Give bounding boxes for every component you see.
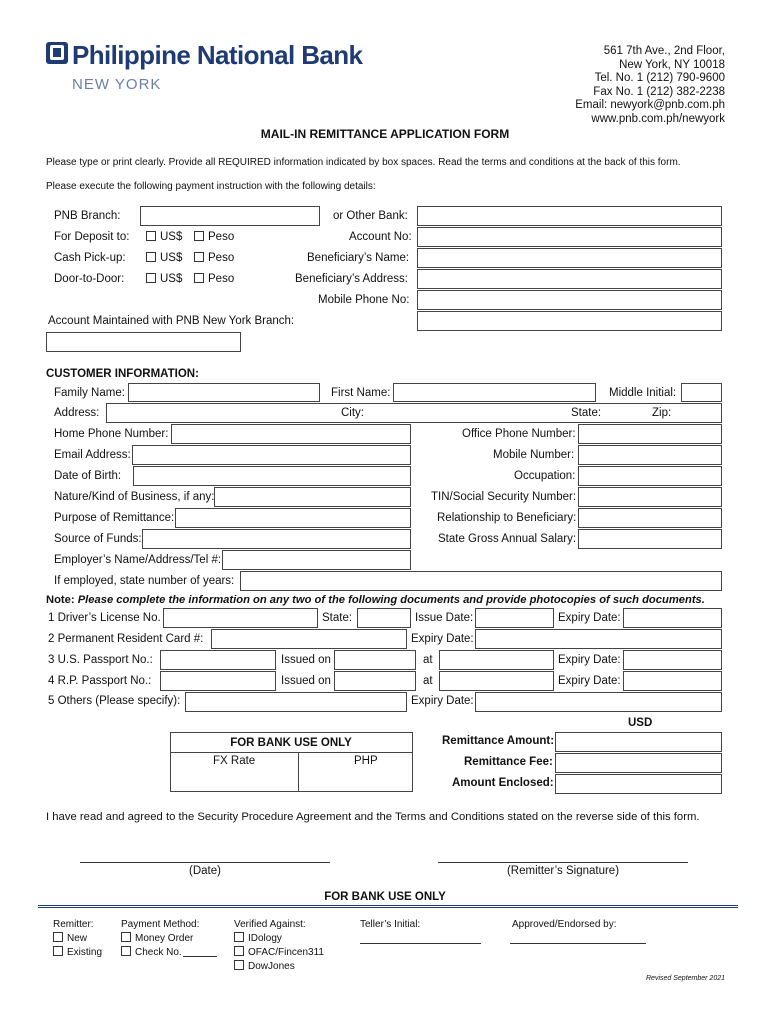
rp-passport-expiry-label: Expiry Date: — [558, 675, 621, 687]
date-line[interactable] — [80, 862, 330, 863]
relationship-field[interactable] — [578, 508, 722, 528]
salary-field[interactable] — [578, 529, 722, 549]
green-card-expiry-field[interactable] — [475, 629, 722, 649]
us-passport-field[interactable] — [160, 650, 276, 670]
bank-footer-title: FOR BANK USE ONLY — [324, 891, 446, 903]
mobile-phone-field-2[interactable] — [417, 311, 722, 331]
us-passport-issued-field[interactable] — [334, 650, 416, 670]
ofac-option[interactable]: OFAC/Fincen311 — [234, 946, 324, 960]
email-field[interactable] — [132, 445, 411, 465]
bank-use-table — [170, 732, 413, 792]
years-field[interactable] — [240, 571, 722, 591]
rp-passport-field[interactable] — [160, 671, 276, 691]
middle-initial-field[interactable] — [681, 383, 722, 402]
bank-address — [575, 45, 725, 126]
pickup-peso-option[interactable]: Peso — [194, 251, 234, 265]
tin-field[interactable] — [578, 487, 722, 507]
rp-passport-label: 4 R.P. Passport No.: — [48, 675, 152, 687]
address-line: Fax No. 1 (212) 382-2238 — [593, 85, 725, 98]
occupation-field[interactable] — [578, 466, 722, 486]
us-passport-label: 3 U.S. Passport No.: — [48, 654, 153, 666]
source-field[interactable] — [142, 529, 411, 549]
checkbox-icon — [194, 231, 204, 241]
remittance-amount-field[interactable] — [555, 732, 722, 752]
pnb-branch-field[interactable] — [140, 206, 320, 226]
others-label: 5 Others (Please specify): — [48, 695, 181, 707]
approved-label: Approved/Endorsed by: — [512, 919, 617, 930]
bank-use-title: FOR BANK USE ONLY — [230, 737, 352, 749]
account-maintained-label: Account Maintained with PNB New York Branch: — [48, 315, 295, 327]
checkbox-icon — [146, 273, 156, 283]
beneficiary-address-field[interactable] — [417, 269, 722, 289]
salary-label: State Gross Annual Salary: — [438, 533, 577, 545]
license-issue-label: Issue Date: — [415, 612, 474, 624]
business-label: Nature/Kind of Business, if any: — [54, 491, 215, 503]
tin-label: TIN/Social Security Number: — [431, 491, 577, 503]
revised-note: Revised September 2021 — [646, 975, 725, 982]
rp-passport-at-label: at — [423, 675, 433, 687]
deposit-usd-option[interactable]: US$ — [146, 230, 182, 244]
license-issue-field[interactable] — [475, 608, 554, 628]
beneficiary-name-field[interactable] — [417, 248, 722, 268]
license-state-label: State: — [322, 612, 353, 624]
rp-passport-issued-label: Issued on — [281, 675, 331, 687]
other-bank-field[interactable] — [417, 206, 722, 226]
bank-logo — [46, 42, 68, 64]
checkbox-icon — [234, 946, 244, 956]
mobile-phone-label: Mobile Phone No: — [318, 294, 410, 306]
checkbox-icon — [121, 946, 131, 956]
deposit-peso-option[interactable]: Peso — [194, 230, 234, 244]
other-bank-label: or Other Bank: — [333, 210, 408, 222]
signature-label: (Remitter’s Signature) — [506, 865, 620, 877]
email-label: Email Address: — [54, 449, 131, 461]
form-title: MAIL-IN REMITTANCE APPLICATION FORM — [260, 127, 510, 141]
green-card-field[interactable] — [211, 629, 407, 649]
license-expiry-field[interactable] — [623, 608, 722, 628]
remittance-amount-label: Remittance Amount: — [442, 735, 555, 747]
instruction-2: Please execute the following payment instruction with the following details: — [46, 181, 376, 192]
rp-passport-at-field[interactable] — [439, 671, 554, 691]
teller-initial-label: Teller’s Initial: — [360, 919, 421, 930]
checkbox-icon — [234, 960, 244, 970]
family-name-field[interactable] — [128, 383, 320, 402]
middle-initial-label: Middle Initial: — [609, 387, 677, 399]
first-name-field[interactable] — [393, 383, 596, 402]
city-label: City: — [341, 407, 364, 419]
us-passport-at-field[interactable] — [439, 650, 554, 670]
agreement-text: I have read and agreed to the Security Procedure Agreement and the Terms and Conditions stated on the reverse side of this form. — [46, 811, 700, 823]
license-expiry-label: Expiry Date: — [558, 612, 621, 624]
green-card-expiry-label: Expiry Date: — [411, 633, 474, 645]
remittance-fee-field[interactable] — [555, 753, 722, 773]
office-phone-label: Office Phone Number: — [462, 428, 576, 440]
us-passport-expiry-label: Expiry Date: — [558, 654, 621, 666]
date-label: (Date) — [189, 865, 221, 877]
account-no-label: Account No: — [349, 231, 412, 243]
checkbox-icon — [146, 231, 156, 241]
checkbox-icon — [53, 946, 63, 956]
address-line: Email: newyork@pnb.com.ph — [575, 99, 725, 111]
door-usd-option[interactable]: US$ — [146, 272, 182, 286]
door-to-door-label: Door-to-Door: — [54, 273, 125, 285]
purpose-label: Purpose of Remittance: — [54, 512, 175, 524]
address-line: Tel. No. 1 (212) 790-9600 — [594, 72, 725, 84]
employer-field[interactable] — [222, 550, 411, 570]
check-no-option[interactable]: Check No. — [121, 946, 182, 960]
us-passport-expiry-field[interactable] — [623, 650, 722, 670]
first-name-label: First Name: — [331, 387, 391, 399]
checkbox-icon — [53, 932, 63, 942]
door-peso-option[interactable]: Peso — [194, 272, 234, 286]
fx-rate-label: FX Rate — [213, 755, 256, 767]
us-passport-at-label: at — [423, 654, 433, 666]
instruction-1: Please type or print clearly. Provide all REQUIRED information indicated by box spaces. Read the terms and conditions at the back of this form. — [46, 157, 681, 168]
remitter-new-option[interactable]: New — [53, 932, 87, 946]
verified-against-label: Verified Against: — [234, 919, 306, 930]
checkbox-icon — [234, 932, 244, 942]
teller-initial-line[interactable] — [360, 943, 481, 944]
home-phone-field[interactable] — [171, 424, 411, 444]
home-phone-label: Home Phone Number: — [54, 428, 169, 440]
mobile-field[interactable] — [578, 445, 722, 465]
customer-info-heading: CUSTOMER INFORMATION: — [46, 368, 199, 380]
license-label: 1 Driver’s License No. — [48, 612, 161, 624]
money-order-option[interactable]: Money Order — [121, 932, 193, 946]
signature-line[interactable] — [438, 862, 688, 863]
account-maintained-field[interactable] — [46, 332, 241, 352]
payment-method-label: Payment Method: — [121, 919, 200, 930]
bank-name: Philippine National Bank — [72, 40, 363, 70]
others-expiry-label: Expiry Date: — [411, 695, 474, 707]
amount-enclosed-label: Amount Enclosed: — [452, 777, 554, 789]
relationship-label: Relationship to Beneficiary: — [437, 512, 577, 524]
check-no-line[interactable] — [183, 956, 217, 957]
rp-passport-expiry-field[interactable] — [623, 671, 722, 691]
remitter-existing-option[interactable]: Existing — [53, 946, 102, 960]
green-card-label: 2 Permanent Resident Card #: — [48, 633, 204, 645]
address-line: 561 7th Ave., 2nd Floor, — [603, 45, 725, 57]
usd-label: USD — [628, 717, 653, 729]
address-line: New York, NY 10018 — [619, 58, 725, 71]
pnb-branch-label: PNB Branch: — [54, 210, 121, 222]
others-field[interactable] — [185, 692, 407, 712]
mobile-phone-field[interactable] — [417, 290, 722, 310]
zip-label: Zip: — [652, 407, 672, 419]
for-deposit-label: For Deposit to: — [54, 231, 130, 243]
dob-label: Date of Birth: — [54, 470, 122, 482]
account-no-field[interactable] — [417, 227, 722, 247]
idology-option[interactable]: IDology — [234, 932, 282, 946]
rp-passport-issued-field[interactable] — [334, 671, 416, 691]
checkbox-icon — [194, 273, 204, 283]
pickup-usd-option[interactable]: US$ — [146, 251, 182, 265]
address-line: www.pnb.com.ph/newyork — [591, 112, 725, 125]
beneficiary-address-label: Beneficiary’s Address: — [295, 273, 408, 285]
license-field[interactable] — [163, 608, 318, 628]
remitter-label: Remitter: — [53, 919, 94, 930]
business-field[interactable] — [214, 487, 411, 507]
mobile-label: Mobile Number: — [493, 449, 575, 461]
branch-name: NEW YORK — [72, 76, 162, 93]
family-name-label: Family Name: — [54, 387, 125, 399]
years-label: If employed, state number of years: — [54, 575, 235, 587]
amount-enclosed-field[interactable] — [555, 774, 722, 794]
remittance-fee-label: Remittance Fee: — [464, 756, 553, 768]
checkbox-icon — [146, 252, 156, 262]
office-phone-field[interactable] — [578, 424, 722, 444]
php-label: PHP — [354, 755, 378, 767]
us-passport-issued-label: Issued on — [281, 654, 331, 666]
license-state-field[interactable] — [357, 608, 411, 628]
approved-line[interactable] — [510, 943, 646, 944]
cash-pickup-label: Cash Pick-up: — [54, 252, 126, 264]
purpose-field[interactable] — [175, 508, 411, 528]
checkbox-icon — [121, 932, 131, 942]
beneficiary-name-label: Beneficiary’s Name: — [307, 252, 410, 264]
dowjones-option[interactable]: DowJones — [234, 960, 295, 974]
address-label: Address: — [54, 407, 100, 419]
occupation-label: Occupation: — [514, 470, 576, 482]
source-label: Source of Funds: — [54, 533, 142, 545]
others-expiry-field[interactable] — [475, 692, 722, 712]
employer-label: Employer’s Name/Address/Tel #: — [54, 554, 222, 566]
address-field[interactable] — [106, 403, 722, 423]
state-label: State: — [571, 407, 602, 419]
footer-rule — [38, 905, 738, 908]
checkbox-icon — [194, 252, 204, 262]
documents-note: Note: Please complete the information on any two of the following documents and provide photocopies of such documents. — [46, 594, 705, 606]
dob-field[interactable] — [133, 466, 411, 486]
